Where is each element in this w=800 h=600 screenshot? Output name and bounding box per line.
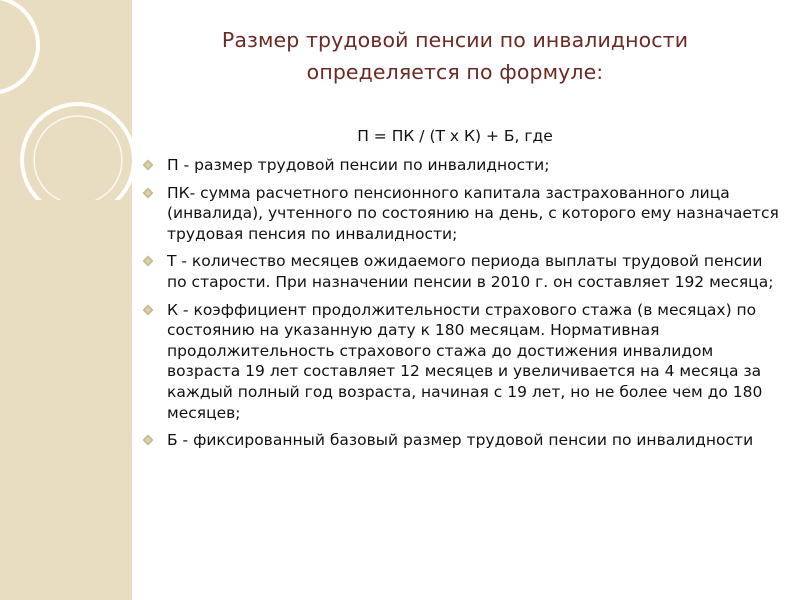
diamond-bullet-icon [142, 255, 154, 267]
decorative-rings-icon [0, 0, 140, 200]
slide-title: Размер трудовой пенсии по инвалидности определяется по формуле: [221, 28, 689, 84]
formula: П = ПК / (Т х К) + Б, где [357, 127, 553, 145]
list-item-text: Б - фиксированный базовый размер трудовой пенсии по инвалидности [167, 431, 754, 450]
diamond-bullet-icon [142, 434, 154, 446]
list-item-text: К - коэффициент продолжительности страхового стажа (в месяцах) по состоянию на указанную дату к 180 месяцам. Нормативная продолжительность страхового стажа до достижения инвалидом возраста 19 лет составляет 12 месяцев и увеличивается на 4 месяца за каждый полный год возраста, начиная с 19 лет, но не более чем до 180 месяцев; [167, 300, 763, 422]
diamond-bullet-icon [142, 304, 154, 316]
list-item [140, 430, 780, 451]
list-item-text: П - размер трудовой пенсии по инвалидности; [167, 156, 550, 174]
list-item [140, 251, 780, 292]
list-item [140, 300, 780, 424]
list-item-text: Т - количество месяцев ожидаемого периода выплаты трудовой пенсии по старости. При назначении пенсии в 2010 г. он составляет 192 месяца; [167, 252, 774, 291]
diamond-bullet-icon [142, 159, 154, 171]
list-item [140, 183, 780, 245]
list-item [140, 155, 780, 176]
list-item-text: ПК- сумма расчетного пенсионного капитала застрахованного лица (инвалида), учтенного по состоянию на день, с которого ему назначается трудовая пенсия по инвалидности; [167, 183, 779, 243]
diamond-bullet-icon [142, 187, 154, 199]
definition-list [140, 155, 780, 458]
